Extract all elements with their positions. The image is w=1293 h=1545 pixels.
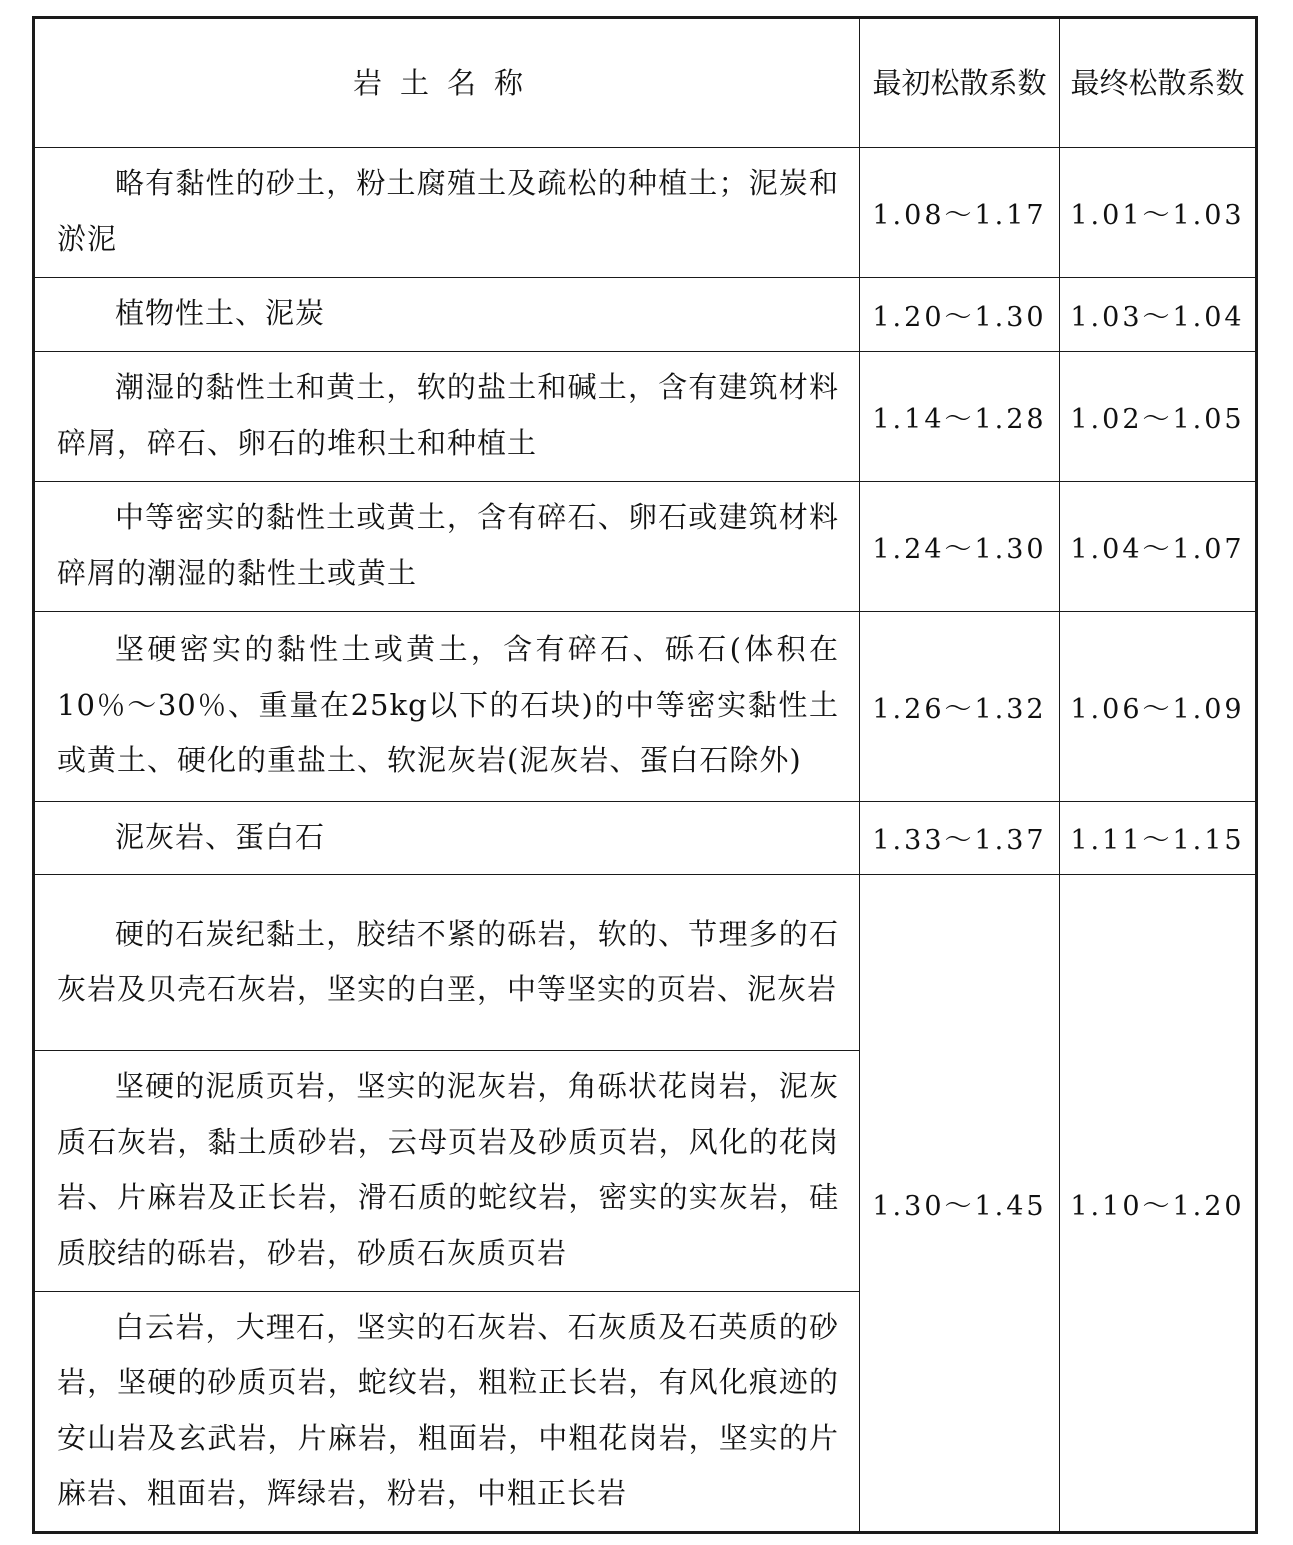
soil-name-cell: 坚硬的泥质页岩，坚实的泥灰岩，角砾状花岗岩，泥灰质石灰岩，黏土质砂岩，云母页岩及砂质页岩，风化的花岗岩、片麻岩及正长岩，滑石质的蛇纹岩，密实的实灰岩，硅质胶结的砾岩，砂岩，砂质石灰质页岩 [34, 1051, 860, 1291]
initial-coefficient-cell: 1.20～1.30 [860, 278, 1060, 352]
loosening-coefficient-table [32, 16, 1258, 1534]
soil-name-cell: 植物性土、泥炭 [34, 278, 860, 352]
header-initial-coefficient: 最初松散系数 [860, 18, 1060, 148]
final-coefficient-cell: 1.01～1.03 [1060, 148, 1257, 278]
initial-coefficient-cell: 1.08～1.17 [860, 148, 1060, 278]
table-row [34, 875, 1257, 1051]
table-row [34, 148, 1257, 278]
initial-coefficient-cell: 1.26～1.32 [860, 611, 1060, 801]
header-row [34, 18, 1257, 148]
final-coefficient-cell: 1.10～1.20 [1060, 875, 1257, 1533]
soil-name-cell: 潮湿的黏性土和黄土，软的盐土和碱土，含有建筑材料碎屑，碎石、卵石的堆积土和种植土 [34, 351, 860, 481]
header-final-coefficient: 最终松散系数 [1060, 18, 1257, 148]
soil-name-cell: 坚硬密实的黏性土或黄土，含有碎石、砾石(体积在10％～30％、重量在25kg以下的石块)的中等密实黏性土或黄土、硬化的重盐土、软泥灰岩(泥灰岩、蛋白石除外) [34, 611, 860, 801]
header-soil-name: 岩土名称 [34, 18, 860, 148]
table-row [34, 351, 1257, 481]
final-coefficient-cell: 1.03～1.04 [1060, 278, 1257, 352]
final-coefficient-cell: 1.11～1.15 [1060, 801, 1257, 875]
soil-name-cell: 白云岩，大理石，坚实的石灰岩、石灰质及石英质的砂岩，坚硬的砂质页岩，蛇纹岩，粗粒正长岩，有风化痕迹的安山岩及玄武岩，片麻岩，粗面岩，中粗花岗岩，坚实的片麻岩、粗面岩，辉绿岩，粉岩，中粗正长岩 [34, 1291, 860, 1532]
final-coefficient-cell: 1.06～1.09 [1060, 611, 1257, 801]
table-row [34, 611, 1257, 801]
table-row [34, 801, 1257, 875]
initial-coefficient-cell: 1.24～1.30 [860, 481, 1060, 611]
final-coefficient-cell: 1.02～1.05 [1060, 351, 1257, 481]
initial-coefficient-cell: 1.33～1.37 [860, 801, 1060, 875]
initial-coefficient-cell: 1.14～1.28 [860, 351, 1060, 481]
soil-name-cell: 中等密实的黏性土或黄土，含有碎石、卵石或建筑材料碎屑的潮湿的黏性土或黄土 [34, 481, 860, 611]
initial-coefficient-cell: 1.30～1.45 [860, 875, 1060, 1533]
table-row [34, 278, 1257, 352]
table-row [34, 481, 1257, 611]
soil-name-cell: 硬的石炭纪黏土，胶结不紧的砾岩，软的、节理多的石灰岩及贝壳石灰岩，坚实的白垩，中等坚实的页岩、泥灰岩 [34, 875, 860, 1051]
soil-name-cell: 略有黏性的砂土，粉土腐殖土及疏松的种植土；泥炭和淤泥 [34, 148, 860, 278]
soil-name-cell: 泥灰岩、蛋白石 [34, 801, 860, 875]
final-coefficient-cell: 1.04～1.07 [1060, 481, 1257, 611]
